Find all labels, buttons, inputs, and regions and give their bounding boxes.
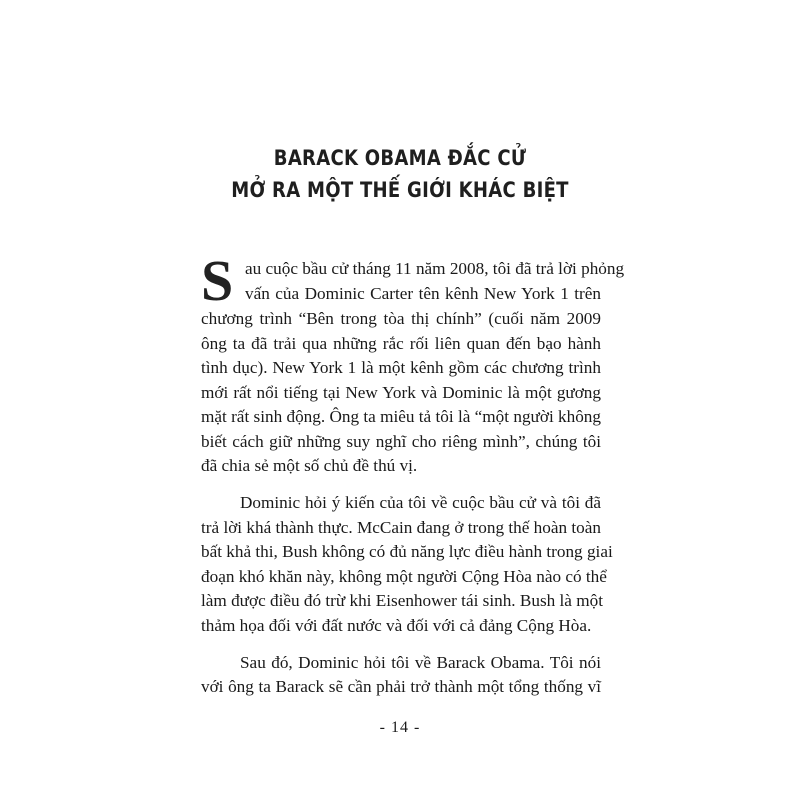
chapter-title-line-2: MỞ RA MỘT THẾ GIỚI KHÁC BIỆT [231,178,569,202]
text-line: bất khả thi, Bush không có đủ năng lực điều hành trong giai [201,542,613,561]
text-line: làm được điều đó trừ khi Eisenhower tái sinh. Bush là một [201,591,603,610]
text-line: đoạn khó khăn này, không một người Cộng Hòa nào có thể [201,567,607,586]
text-line: chương trình “Bên trong tòa thị chính” (cuối năm 2009 [201,309,601,328]
text-line: thảm họa đối với đất nước và đối với cả đảng Cộng Hòa. [201,616,592,635]
text-line: au cuộc bầu cử tháng 11 năm 2008, tôi đã trả lời phỏng [245,259,625,278]
text-line: biết cách giữ những suy nghĩ cho riêng mình”, chúng tôi [201,432,601,451]
text-line: đã chia sẻ một số chủ đề thú vị. [201,456,418,475]
text-line: mặt rất sinh động. Ông ta miêu tả tôi là “một người không [201,407,601,426]
text-line: Sau đó, Dominic hỏi tôi về Barack Obama. Tôi nói [240,653,601,672]
text-line: ông ta đã trải qua những rắc rối liên quan đến bạo hành [201,334,601,353]
drop-cap: S [201,248,234,313]
text-line: mới rất nổi tiếng tại New York và Dominic là một gương [201,383,601,402]
page-number: - 14 - [379,719,421,736]
text-line: Dominic hỏi ý kiến của tôi về cuộc bầu cử và tôi đã [240,493,601,512]
chapter-title-line-1: BARACK OBAMA ĐẮC CỬ [273,146,527,170]
text-line: trả lời khá thành thực. McCain đang ở trong thế hoàn toàn [201,518,601,537]
text-line: với ông ta Barack sẽ cần phải trở thành một tổng thống vĩ [201,677,601,696]
text-line: vấn của Dominic Carter tên kênh New York 1 trên [245,284,601,303]
text-line: tình dục). New York 1 là một kênh gồm các chương trình [201,358,601,377]
